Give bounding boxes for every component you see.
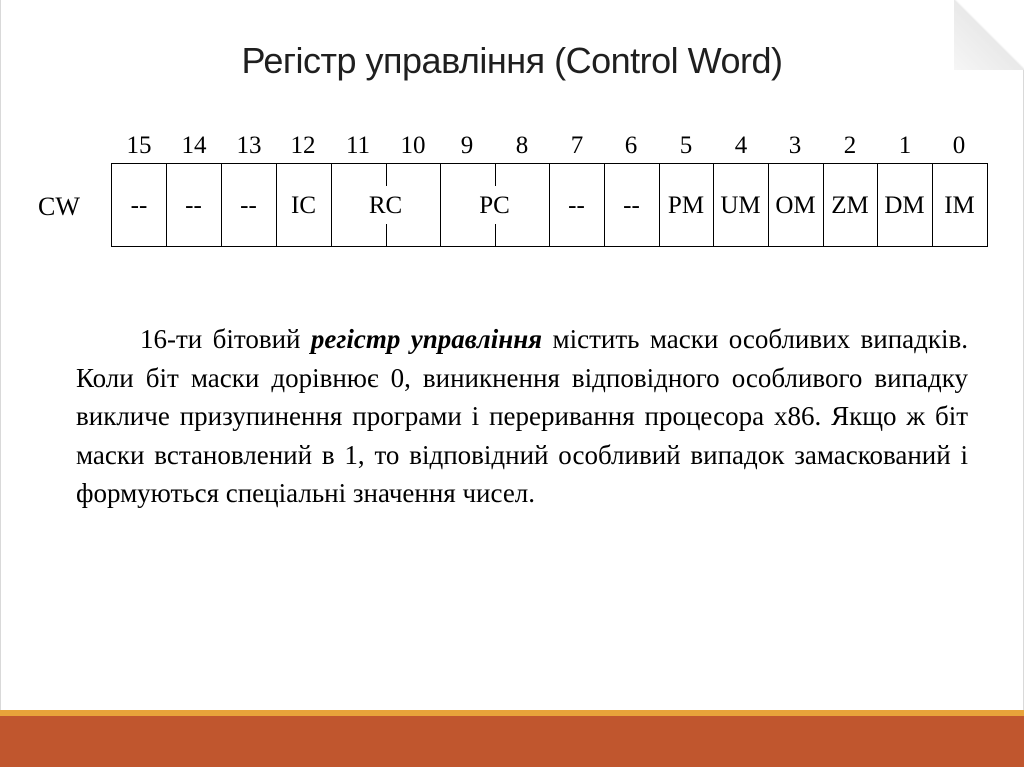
bit-number: 0 [952,132,966,159]
bit-tick [386,224,387,246]
paragraph-emphasis: регістр управління [310,324,543,354]
bit-number: 3 [788,132,802,159]
bit-number: 5 [679,132,693,159]
field-zm: ZM [831,192,869,219]
field-pm: PM [667,192,705,219]
field-bit14: -- [185,192,202,219]
bit-number: 9 [460,132,474,159]
bit-number: 8 [515,132,529,159]
paragraph-intro: 16-ти бітовий [140,324,311,354]
slide-title: Регістр управління (Control Word) [241,40,783,81]
field-bit6: -- [623,192,640,219]
footer-accent-line [0,710,1024,716]
register-label: CW [38,192,80,221]
bit-tick [495,164,496,186]
field-om: OM [775,192,816,219]
footer-bar [0,710,1024,767]
field-um: UM [720,192,761,219]
field-ic: IC [291,192,316,219]
bit-tick [386,164,387,186]
bit-number: 10 [400,132,426,159]
field-dm: DM [884,192,925,219]
description-paragraph [76,320,968,513]
bit-tick [495,224,496,246]
bit-number: 6 [624,132,638,159]
bit-number: 12 [290,132,316,159]
bit-number: 7 [570,132,584,159]
field-bit7: -- [568,192,585,219]
bit-number: 2 [843,132,857,159]
bit-number: 4 [734,132,748,159]
field-im: IM [944,192,975,219]
bit-number: 14 [181,132,207,159]
bit-number: 15 [126,132,152,159]
bit-number: 13 [236,132,262,159]
bit-number: 1 [898,132,912,159]
field-rc: RC [368,192,403,219]
field-pc: PC [479,192,510,219]
field-bit13: -- [240,192,257,219]
bit-number: 11 [345,132,371,159]
control-word-register [111,163,988,247]
paragraph-body: містить маски особливих випадків. Коли біт маски дорівнює 0, виникнення відповідного особливого випадку викличе призупинення програми і переривання процесора x86. Якщо ж біт маски встановлений в 1, то відповідний особливий випадок замаскований і формуються спеціальні значення чисел. [76,324,968,508]
field-bit15: -- [130,192,148,219]
